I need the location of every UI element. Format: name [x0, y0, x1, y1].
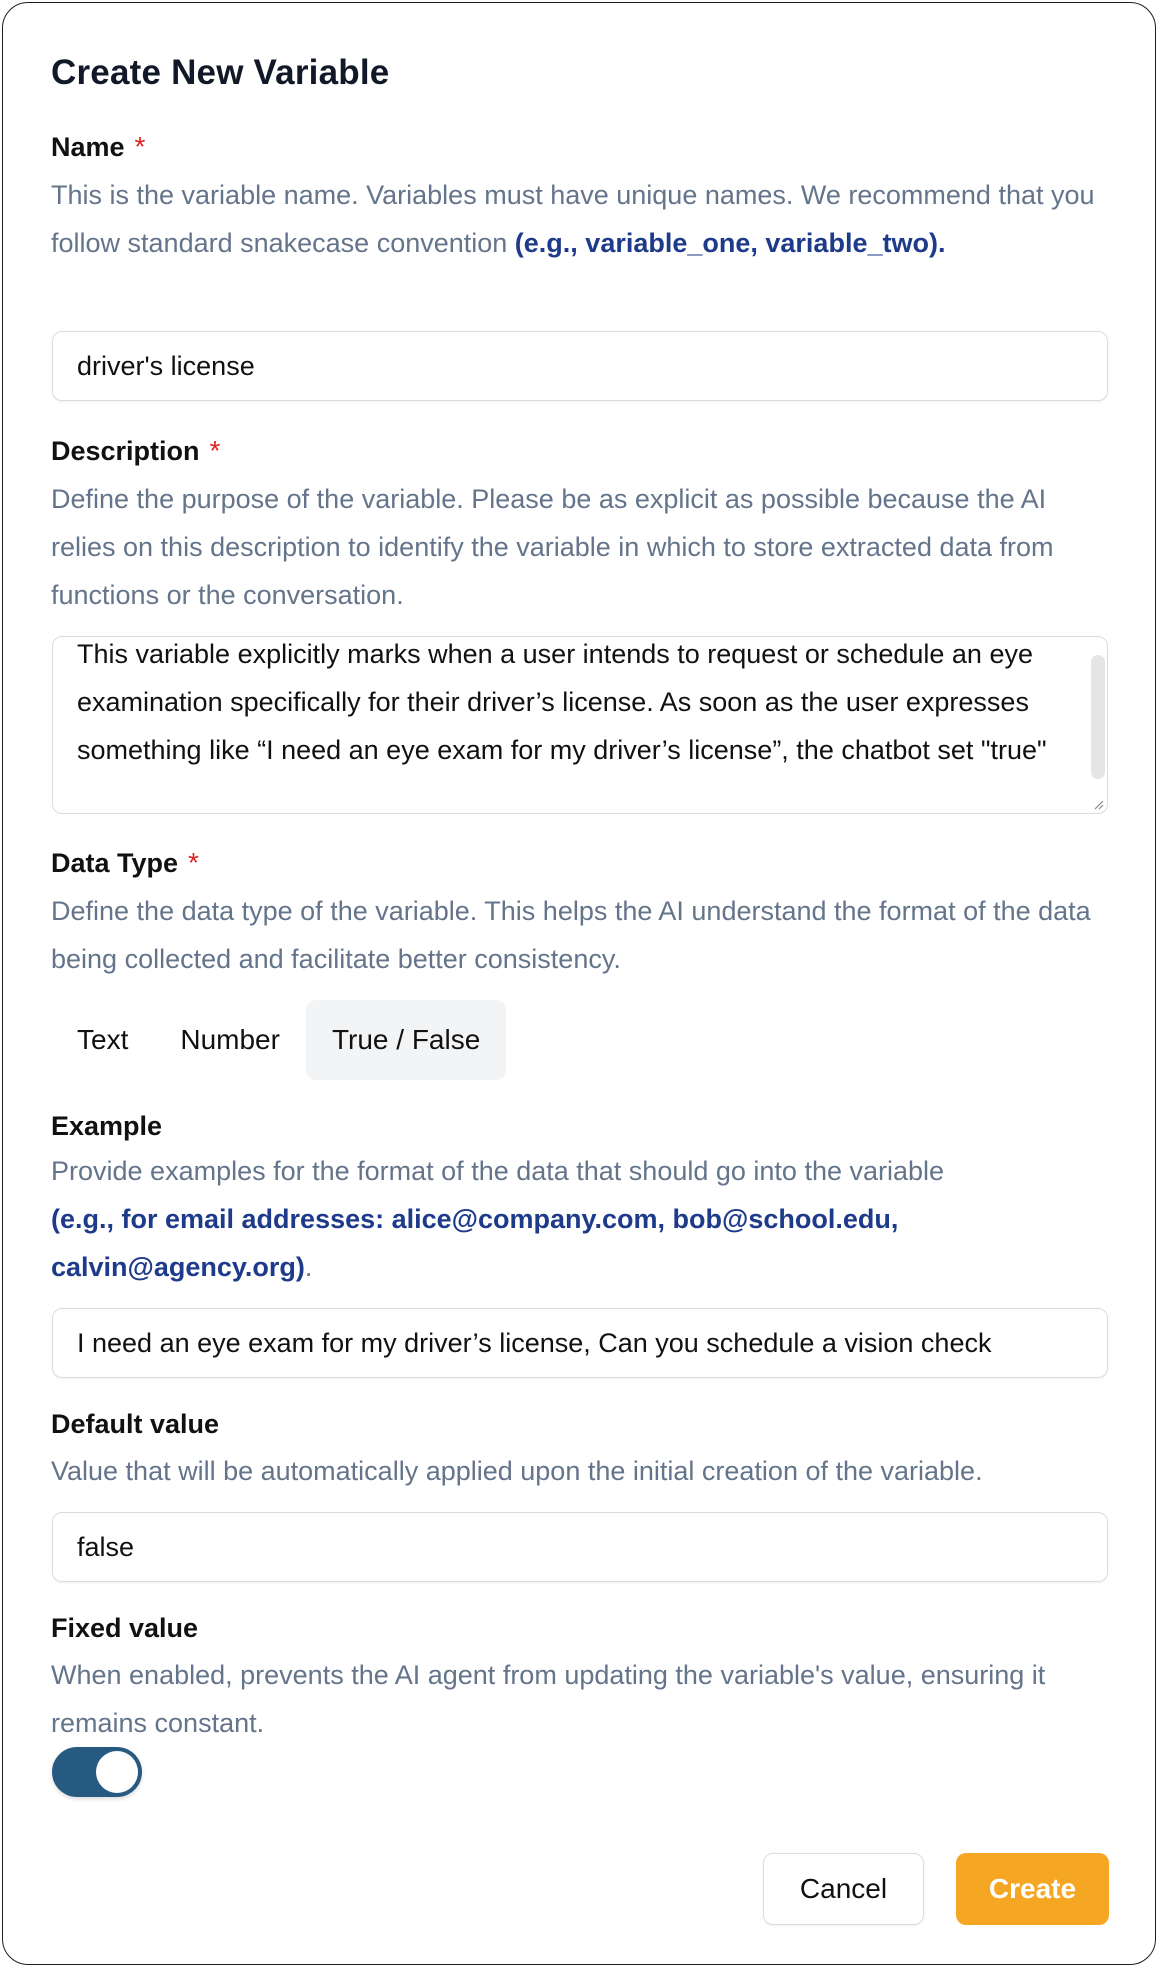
fixed-value-toggle[interactable]	[52, 1747, 142, 1797]
fixed-value-help-text: When enabled, prevents the AI agent from updating the variable's value, ensuring it remains constant.	[51, 1660, 1046, 1738]
example-help-end: .	[304, 1252, 313, 1282]
description-label	[51, 435, 220, 467]
data-type-option-number[interactable]: Number	[180, 1024, 280, 1055]
name-input[interactable]: driver's license	[52, 331, 1108, 401]
toggle-knob	[96, 1751, 138, 1793]
default-value-input[interactable]: false	[52, 1512, 1108, 1582]
name-help-text	[51, 171, 1111, 267]
default-value-label: Default value	[51, 1409, 220, 1439]
data-type-option-true-false[interactable]: True / False	[306, 1000, 506, 1080]
example-label: Example	[51, 1111, 163, 1141]
cancel-button[interactable]: Cancel	[763, 1853, 924, 1925]
default-value-help-text: Value that will be automatically applied upon the initial creation of the variable.	[51, 1456, 983, 1486]
description-required-mark: *	[209, 435, 221, 466]
data-type-selector	[51, 1000, 506, 1080]
description-textarea[interactable]	[52, 636, 1108, 814]
data-type-option-text[interactable]: Text	[77, 1024, 129, 1055]
example-input[interactable]: I need an eye exam for my driver’s license, Can you schedule a vision check	[52, 1308, 1108, 1378]
example-help-text	[51, 1147, 1111, 1291]
name-help: This is the variable name. Variables must have unique names. We recommend that you follow standard snakecase convention	[51, 180, 1095, 258]
description-help-text: Define the purpose of the variable. Please be as explicit as possible because the AI relies on this description to identify the variable in which to store extracted data from functions or the conversation.	[51, 484, 1054, 610]
data-type-help-text: Define the data type of the variable. This helps the AI understand the format of the data being collected and facilitate better consistency.	[51, 896, 1091, 974]
name-required-mark: *	[134, 131, 146, 162]
data-type-label	[51, 847, 199, 879]
resize-handle-icon[interactable]	[1092, 798, 1104, 810]
description-text: This variable explicitly marks when a user intends to request or schedule an eye examination specifically for their driver’s license. As soon as the user expresses something like “I need an eye exam for my driver’s license”, the chatbot set "true"	[77, 639, 1047, 765]
textarea-scrollbar[interactable]	[1091, 655, 1105, 779]
example-help-example: (e.g., for email addresses: alice@company.com, bob@school.edu, calvin@agency.org)	[51, 1204, 899, 1282]
fixed-value-label: Fixed value	[51, 1613, 199, 1643]
data-type-label-text: Data Type	[51, 848, 179, 878]
name-help-example: (e.g., variable_one, variable_two).	[514, 228, 946, 258]
example-help: Provide examples for the format of the data that should go into the variable	[51, 1156, 945, 1186]
dialog-title: Create New Variable	[51, 53, 390, 92]
description-label-text: Description	[51, 436, 200, 466]
create-button[interactable]: Create	[956, 1853, 1109, 1925]
name-label	[51, 131, 145, 163]
name-label-text: Name	[51, 132, 125, 162]
create-variable-dialog	[2, 2, 1156, 1965]
data-type-required-mark: *	[188, 847, 199, 878]
